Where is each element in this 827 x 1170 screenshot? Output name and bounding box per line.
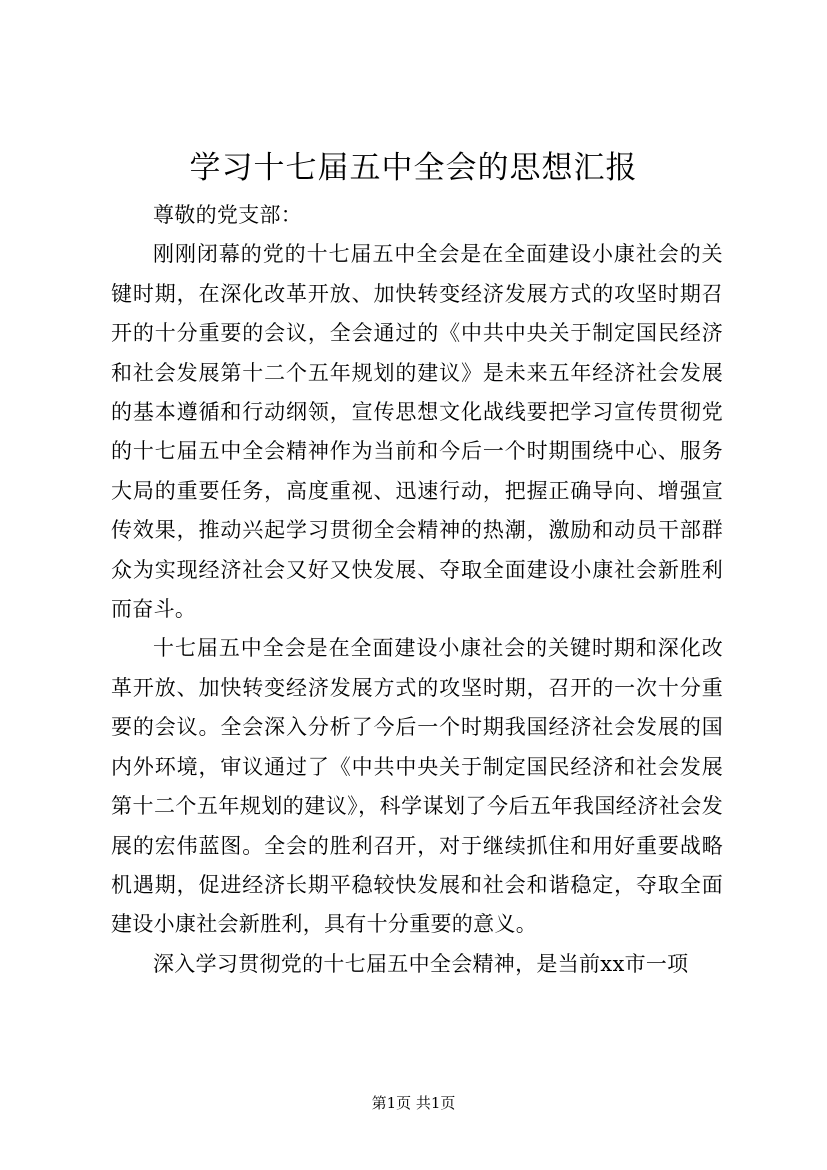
paragraph-3: 深入学习贯彻党的十七届五中全会精神，是当前xx市一项 — [153, 951, 689, 976]
paragraph-1: 刚刚闭幕的党的十七届五中全会是在全面建设小康社会的关键时期，在深化改革开放、加快转变经济发展方式的攻坚时期召开的十分重要的会议，全会通过的《中共中央关于制定国民经济和社会发展第十二个五年规划的建议》是未来五年经济社会发展的基本遵循和行动纲领，宣传思想文化战线要把学习宣传贯彻党的十七届五中全会精神作为当前和今后一个时期围绕中心、服务大局的重要任务，高度重视、迅速行动，把握正确导向、增强宣传效果，推动兴起学习贯彻全会精神的热潮，激励和动员干部群众为实现经济社会又好又快发展、夺取全面建设小康社会新胜利而奋斗。 — [111, 242, 723, 622]
paragraph-2: 十七届五中全会是在全面建设小康社会的关键时期和深化改革开放、加快转变经济发展方式的攻坚时期，召开的一次十分重要的会议。全会深入分析了今后一个时期我国经济社会发展的国内外环境，审议通过了《中共中央关于制定国民经济和社会发展第十二个五年规划的建议》，科学谋划了今后五年我国经济社会发展的宏伟蓝图。全会的胜利召开，对于继续抓住和用好重要战略机遇期，促进经济长期平稳较快发展和社会和谐稳定，夺取全面建设小康社会新胜利，具有十分重要的意义。 — [111, 636, 723, 937]
document-body — [111, 196, 723, 984]
salutation: 尊敬的党支部： — [153, 203, 303, 227]
document-title: 学习十七届五中全会的思想汇报 — [189, 150, 638, 186]
page-footer: 第1页 共1页 — [371, 1094, 456, 1112]
